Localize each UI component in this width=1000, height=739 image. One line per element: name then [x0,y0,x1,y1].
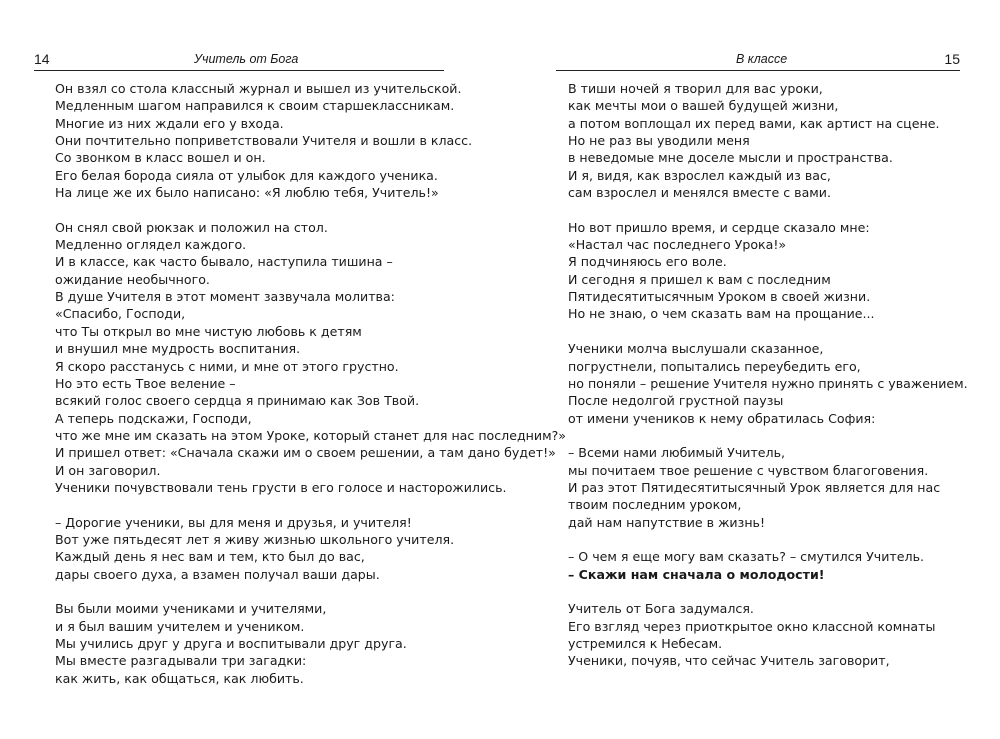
text-line: Но это есть Твое веление – [55,375,236,391]
text-line: Я скоро расстанусь с ними, и мне от этого грустно. [55,358,399,374]
text-line: Каждый день я нес вам и тем, кто был до вас, [55,549,365,565]
text-line: Ученики, почуяв, что сейчас Учитель заговорит, [568,653,890,669]
text-line: Со звонком в класс вошел и он. [55,150,266,166]
left-page-header [34,50,444,71]
text-line: и внушил мне мудрость воспитания. [55,341,301,357]
text-line: дай нам напутствие в жизнь! [568,514,766,530]
text-line: Он взял со стола классный журнал и вышел из учительской. [55,81,462,96]
text-line: мы почитаем твое решение с чувством благоговения. [568,462,929,478]
text-line: – Скажи нам сначала о молодости! [568,566,825,582]
text-line: В душе Учителя в этот момент зазвучала молитва: [55,289,395,305]
text-line: устремился к Небесам. [568,636,723,651]
paragraph-break [568,323,968,340]
paragraph-break [55,496,566,513]
running-title: В классе [736,52,788,66]
right-page [500,0,1000,739]
text-line: Его белая борода сияла от улыбок для каждого ученика. [55,167,438,183]
text-line: После недолгой грустной паузы [568,393,784,409]
text-line: «Спасибо, Господи, [55,306,186,322]
text-line: Вот уже пятьдесят лет я живу жизнью школьного учителя. [55,531,455,547]
paragraph-break [55,583,566,600]
text-line: Я подчиняюсь его воле. [568,254,727,270]
text-line: И сегодня я пришел к вам с последним [568,271,831,287]
page-number: 14 [34,51,50,67]
paragraph-break [568,531,968,548]
text-line: как жить, как общаться, как любить. [55,670,304,686]
text-line: «Настал час последнего Урока!» [568,237,787,253]
text-line: И раз этот Пятидесятитысячный Урок является для нас [568,479,941,495]
text-line: что Ты открыл во мне чистую любовь к детям [55,323,362,339]
text-line: – Дорогие ученики, вы для меня и друзья, и учителя! [55,514,412,530]
text-line: – О чем я еще могу вам сказать? – смутился Учитель. [568,549,924,565]
text-line: Но вот пришло время, и сердце сказало мне: [568,219,870,235]
text-line: как мечты мои о вашей будущей жизни, [568,98,839,114]
text-line: Мы учились друг у друга и воспитывали друг друга. [55,636,407,651]
right-page-body [568,80,968,670]
paragraph-break [55,201,566,218]
paragraph-break [568,427,968,444]
text-line: от имени учеников к нему обратилась София: [568,410,876,426]
text-line: В тиши ночей я творил для вас уроки, [568,81,823,96]
text-line: Его взгляд через приоткрытое окно классной комнаты [568,618,936,634]
text-line: Ученики молча выслушали сказанное, [568,341,824,357]
page-number: 15 [944,51,960,67]
text-line: в неведомые мне доселе мысли и пространства. [568,150,893,166]
text-line: Многие из них ждали его у входа. [55,115,284,131]
text-line: – Всеми нами любимый Учитель, [568,445,786,461]
text-line: И я, видя, как взрослел каждый из вас, [568,167,831,183]
text-line: а потом воплощал их перед вами, как артист на сцене. [568,115,940,131]
text-line: Они почтительно поприветствовали Учителя и вошли в класс. [55,133,473,149]
text-line: И он заговорил. [55,462,161,478]
left-page-body [55,80,566,687]
text-line: Вы были моими учениками и учителями, [55,601,327,617]
text-line: что же мне им сказать на этом Уроке, который станет для нас последним?» [55,427,566,443]
paragraph-break [568,201,968,218]
text-line: и я был вашим учителем и учеником. [55,618,305,634]
text-line: погрустнели, попытались переубедить его, [568,358,861,374]
running-title: Учитель от Бога [194,52,299,66]
text-line: А теперь подскажи, Господи, [55,410,252,426]
text-line: Ученики почувствовали тень грусти в его голосе и насторожились. [55,479,507,495]
text-line: сам взрослел и менялся вместе с вами. [568,185,831,201]
text-line: Но не знаю, о чем сказать вам на прощание... [568,306,875,322]
text-line: ожидание необычного. [55,271,210,287]
text-line: Учитель от Бога задумался. [568,601,754,617]
right-page-header [556,50,960,71]
text-line: Но не раз вы уводили меня [568,133,750,149]
text-line: На лице же их было написано: «Я люблю тебя, Учитель!» [55,185,439,201]
text-line: Он снял свой рюкзак и положил на стол. [55,219,328,235]
text-line: Мы вместе разгадывали три загадки: [55,653,307,669]
text-line: Медленно оглядел каждого. [55,237,247,253]
text-line: твоим последним уроком, [568,497,742,513]
text-line: И пришел ответ: «Сначала скажи им о своем решении, а там дано будет!» [55,445,556,461]
text-line: дары своего духа, а взамен получал ваши дары. [55,566,380,582]
text-line: всякий голос своего сердца я принимаю как Зов Твой. [55,393,420,409]
text-line: но поняли – решение Учителя нужно принять с уважением. [568,375,968,391]
text-line: Пятидесятитысячным Уроком в своей жизни. [568,289,871,305]
text-line: И в классе, как часто бывало, наступила тишина – [55,254,393,270]
paragraph-break [568,583,968,600]
text-line: Медленным шагом направился к своим старшеклассникам. [55,98,455,114]
